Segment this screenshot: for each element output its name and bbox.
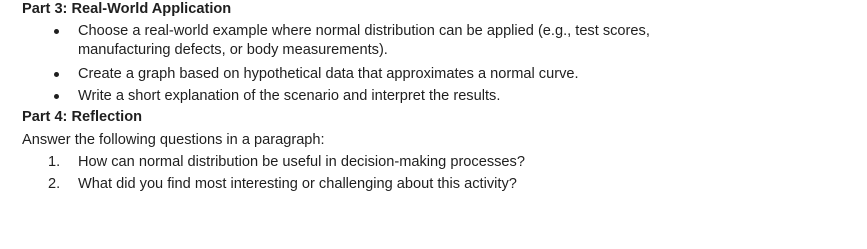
question-2-number: 2. — [48, 176, 61, 192]
bullet-1-line-1: Choose a real-world example where normal distribution can be applied (e.g., test scores, — [78, 23, 650, 39]
part4-heading: Part 4: Reflection — [22, 109, 143, 125]
bullet-dot — [54, 94, 59, 99]
question-2-text: What did you find most interesting or challenging about this activity? — [78, 176, 517, 192]
question-1-text: How can normal distribution be useful in decision-making processes? — [78, 154, 525, 170]
bullet-dot — [54, 72, 59, 77]
bullet-dot — [54, 29, 59, 34]
bullet-3-text: Write a short explanation of the scenario and interpret the results. — [78, 88, 501, 104]
bullet-1-line-2: manufacturing defects, or body measurements). — [78, 42, 388, 58]
part4-intro: Answer the following questions in a paragraph: — [22, 132, 325, 148]
question-1-number: 1. — [48, 154, 61, 170]
part3-heading: Part 3: Real-World Application — [22, 1, 232, 17]
bullet-2-text: Create a graph based on hypothetical data that approximates a normal curve. — [78, 66, 579, 82]
